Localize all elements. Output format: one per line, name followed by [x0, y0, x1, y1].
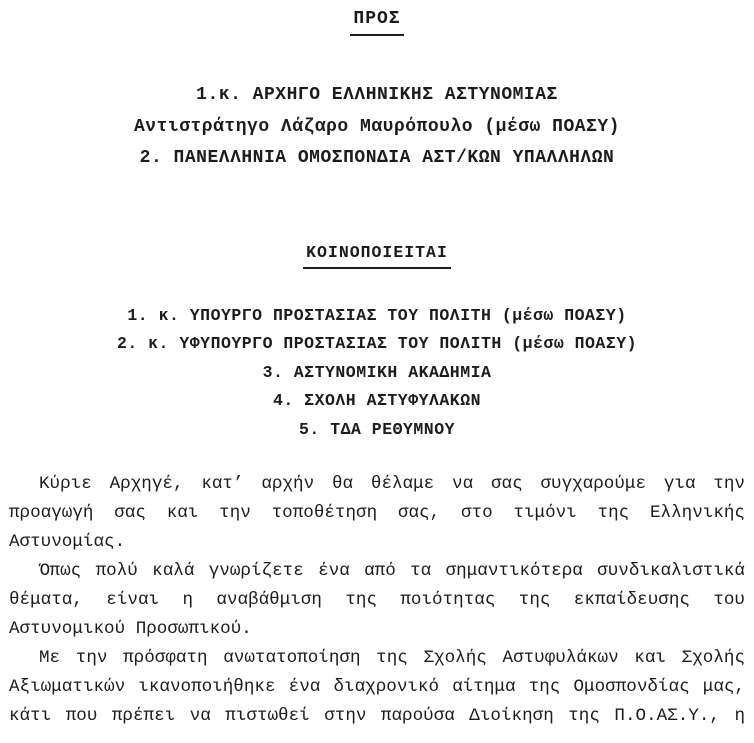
cc-list-item: 4. ΣΧΟΛΗ ΑΣΤΥΦΥΛΑΚΩΝ [272, 391, 482, 410]
body-line: κάτι που πρέπει να πιστωθεί στην παρούσα Διοίκηση της Π.Ο.ΑΣ.Υ., η [9, 706, 745, 726]
body-line: Κύριε Αρχηγέ, κατ’ αρχήν θα θέλαμε να σας συγχαρούμε για την [39, 474, 745, 494]
cc-list [0, 302, 754, 445]
paragraph [9, 644, 745, 731]
cc-list-item: 1. κ. ΥΠΟΥΡΓΟ ΠΡΟΣΤΑΣΙΑΣ ΤΟΥ ΠΟΛΙΤΗ (μέσω ΠΟΑΣΥ) [127, 305, 627, 325]
to-list-item: 2. ΠΑΝΕΛΛΗΝΙΑ ΟΜΟΣΠΟΝΔΙΑ ΑΣΤ/ΚΩΝ ΥΠΑΛΛΗΛΩΝ [139, 148, 615, 168]
to-list-item: Αντιστράτηγο Λάζαρο Μαυρόπουλο (μέσω ΠΟΑΣΥ) [134, 116, 620, 137]
cc-list-item: 2. κ. ΥΦΥΠΟΥΡΓΟ ΠΡΟΣΤΑΣΙΑΣ ΤΟΥ ΠΟΛΙΤΗ (μέσω ΠΟΑΣΥ) [116, 334, 638, 353]
to-heading: ΠΡΟΣ [350, 6, 403, 36]
cc-list-item: 3. ΑΣΤΥΝΟΜΙΚΗ ΑΚΑΔΗΜΙΑ [262, 362, 492, 382]
cc-list-item: 5. ΤΔΑ ΡΕΘΥΜΝΟΥ [298, 419, 456, 439]
to-list-item: 1.κ. ΑΡΧΗΓΟ ΕΛΛΗΝΙΚΗΣ ΑΣΤΥΝΟΜΙΑΣ [196, 85, 558, 105]
cc-heading: ΚΟΙΝΟΠΟΙΕΙΤΑΙ [303, 241, 451, 269]
body-line: θέματα, είναι η αναβάθμιση της ποιότητας της εκπαίδευσης του [9, 590, 745, 610]
letter-body [0, 470, 754, 731]
paragraph [9, 470, 745, 557]
body-line: προαγωγή σας και την τοποθέτηση σας, στο τιμόνι της Ελληνικής [9, 503, 745, 523]
body-line: Αστυνομικού Προσωπικού. [9, 619, 252, 639]
paragraph [9, 557, 745, 644]
to-list [0, 80, 754, 175]
body-line: Με την πρόσφατη ανωτατοποίηση της Σχολής Αστυφυλάκων και Σχολής [39, 648, 745, 668]
cc-section-header [0, 241, 754, 269]
body-line: Αξιωματικών ικανοποιήθηκε ένα διαχρονικό αίτημα της Ομοσπονδίας μας, [9, 677, 745, 697]
body-line: Όπως πολύ καλά γνωρίζετε ένα από τα σημαντικότερα συνδικαλιστικά [39, 561, 745, 581]
body-line: Αστυνομίας. [9, 532, 126, 552]
to-section-header [0, 6, 754, 36]
